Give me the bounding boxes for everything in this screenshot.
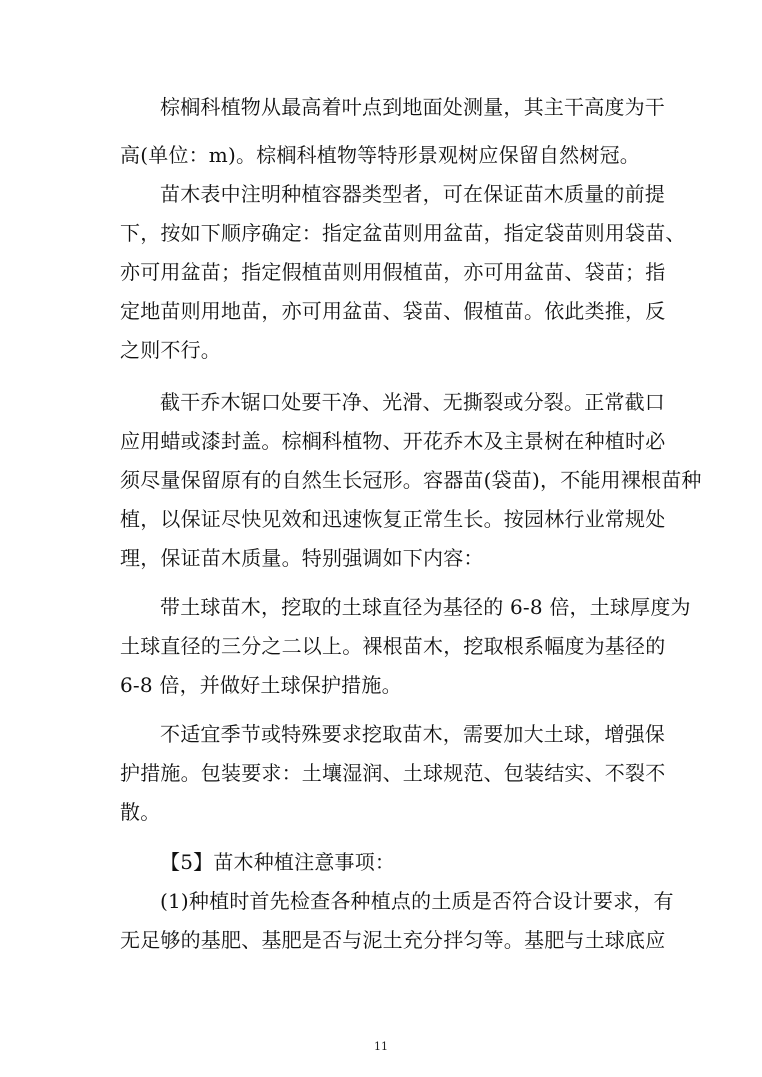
text-line-2: 高(单位：m)。棕榈科植物等特形景观树应保留自然树冠。 — [120, 143, 640, 167]
text-line-4: 下，按如下顺序确定：指定盆苗则用盆苗，指定袋苗则用袋苗、 — [120, 221, 686, 245]
text-line-5: 亦可用盆苗；指定假植苗则用假植苗，亦可用盆苗、袋苗；指 — [120, 260, 666, 284]
text-line-8: 截干乔木锯口处要干净、光滑、无撕裂或分裂。正常截口 — [160, 390, 665, 414]
text-line-21: 无足够的基肥、基肥是否与泥土充分拌匀等。基肥与土球底应 — [120, 928, 666, 952]
text-line-15: 6-8 倍，并做好土球保护措施。 — [120, 673, 402, 697]
text-line-12: 理，保证苗木质量。特别强调如下内容： — [120, 546, 484, 570]
text-line-7: 之则不行。 — [120, 338, 221, 362]
text-line-14: 土球直径的三分之二以上。裸根苗木，挖取根系幅度为基径的 — [120, 634, 666, 658]
text-line-13: 带土球苗木，挖取的土球直径为基径的 6-8 倍，土球厚度为 — [160, 595, 691, 619]
text-line-11: 植，以保证尽快见效和迅速恢复正常生长。按园林行业常规处 — [120, 507, 666, 531]
page-number: 11 — [374, 1040, 388, 1053]
text-line-6: 定地苗则用地苗，亦可用盆苗、袋苗、假植苗。依此类推，反 — [120, 299, 666, 323]
text-line-17: 护措施。包装要求：土壤湿润、土球规范、包装结实、不裂不 — [120, 761, 666, 785]
text-line-1: 棕榈科植物从最高着叶点到地面处测量，其主干高度为干 — [160, 95, 665, 119]
section-heading: 【5】苗木种植注意事项： — [160, 850, 396, 874]
text-line-18: 散。 — [120, 800, 161, 824]
text-line-3: 苗木表中注明种植容器类型者，可在保证苗木质量的前提 — [160, 182, 665, 206]
text-line-20: (1)种植时首先检查各种植点的土质是否符合设计要求，有 — [160, 889, 674, 913]
text-line-9: 应用蜡或漆封盖。棕榈科植物、开花乔木及主景树在种植时必 — [120, 429, 666, 453]
text-line-10: 须尽量保留原有的自然生长冠形。容器苗(袋苗)，不能用裸根苗种 — [120, 468, 702, 492]
text-line-16: 不适宜季节或特殊要求挖取苗木，需要加大土球，增强保 — [160, 722, 665, 746]
